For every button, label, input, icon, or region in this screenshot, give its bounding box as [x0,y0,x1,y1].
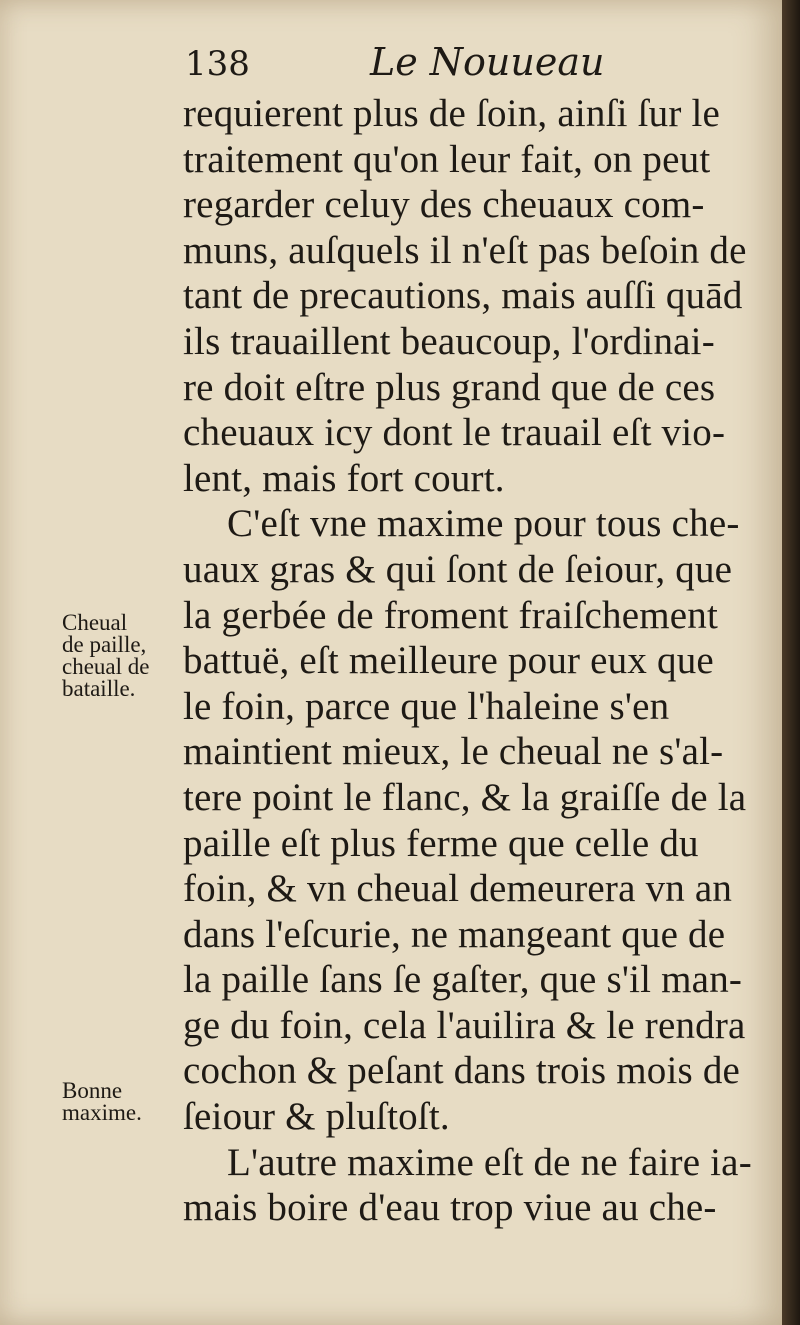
text-line: tere point le flanc, & la graiſſe de la [183,775,747,819]
margin-note-bonne-maxime [62,1080,142,1124]
page-header [185,40,745,90]
text-line: regarder celuy des cheuaux com- [183,183,705,227]
text-line: maintient mieux, le cheual ne s'al- [183,730,724,774]
text-line: la paille ſans ſe gaſter, que s'il man- [183,958,743,1002]
margin-note-line: Cheual [62,610,128,635]
text-line: battuë, eſt meilleure pour eux que [183,639,714,683]
text-line: lent, mais fort court. [183,456,505,500]
text-line: dans l'eſcurie, ne mangeant que de [183,912,726,956]
text-line: paille eſt plus ferme que celle du [183,821,699,865]
margin-note-line: Bonne [62,1078,123,1103]
text-line: muns, auſquels il n'eſt pas beſoin de [183,228,747,272]
running-title: Le Nouueau [370,40,605,84]
text-line: re doit eſtre plus grand que de ces [183,365,716,409]
text-line: requierent plus de ſoin, ainſi ſur le [183,92,721,135]
text-line: tant de precautions, mais auſſi quād [183,274,743,318]
text-line: ſeiour & pluſtoſt. [183,1095,450,1139]
text-line: mais boire d'eau trop viue au che- [183,1186,717,1230]
text-line: cochon & peſant dans trois mois de [183,1049,741,1093]
paragraph-start-line: L'autre maxime eſt de ne faire ia- [227,1140,752,1184]
text-line: ge du foin, cela l'auilira & le rendra [183,1003,746,1047]
margin-note-cheual-de-paille [62,612,149,700]
page-number: 138 [185,44,250,84]
body-text [183,91,753,1231]
margin-note-line: cheual de [62,654,150,679]
text-line: cheuaux icy dont le trauail eſt vio- [183,411,726,455]
text-line: ils trauaillent beaucoup, l'ordinai- [183,319,715,363]
paragraph-start-line: C'eſt vne maxime pour tous che- [227,502,740,546]
text-line: le foin, parce que l'haleine s'en [183,684,670,728]
margin-note-line: maxime. [62,1100,142,1125]
book-spine-edge [782,0,800,1325]
text-line: foin, & vn cheual demeurera vn an [183,867,733,911]
margin-note-line: bataille. [62,676,136,701]
text-line: traitement qu'on leur fait, on peut [183,137,711,181]
text-line: uaux gras & qui ſont de ſeiour, que [183,547,733,591]
text-line: la gerbée de froment fraiſchement [183,593,718,637]
margin-note-line: de paille, [62,632,147,657]
